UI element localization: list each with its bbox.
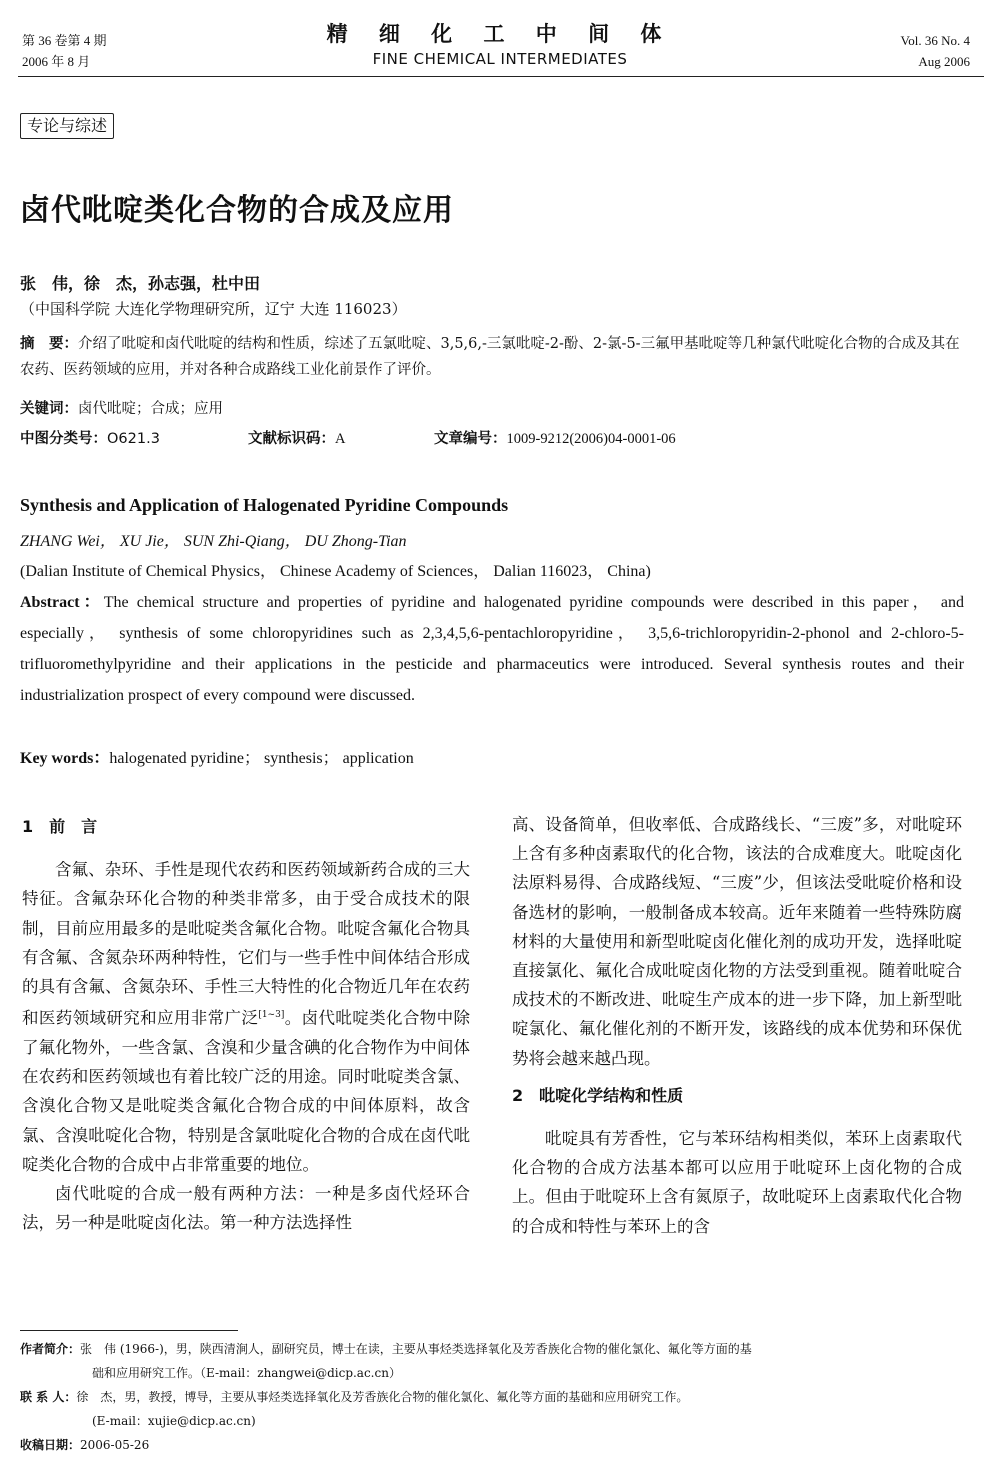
- abstract-cn-text: 介绍了吡啶和卤代吡啶的结构和性质，综述了五氯吡啶、3,5,6,-三氯吡啶-2-酚、2-氯-5-三氟甲基吡啶等几种氯代吡啶化合物的合成及其在农药、医药领域的应用，并对各种合成路线工业化前景作了评价。: [20, 336, 960, 378]
- keywords-cn-text: 卤代吡啶；合成；应用: [78, 401, 223, 417]
- affiliation-cn: （中国科学院 大连化学物理研究所，辽宁 大连 116023）: [20, 300, 407, 318]
- section-2-heading: 2 吡啶化学结构和性质: [512, 1085, 684, 1105]
- article-number-value: 1009-9212(2006)04-0001-06: [506, 431, 676, 447]
- keywords-en: [20, 745, 414, 768]
- abstract-en: [20, 587, 964, 711]
- abstract-cn-label: 摘 要：: [20, 336, 78, 352]
- received-value: 2006-05-26: [80, 1438, 150, 1452]
- article-title-en: Synthesis and Application of Halogenated Pyridine Compounds: [20, 495, 509, 515]
- journal-name-en: FINE CHEMICAL INTERMEDIATES: [372, 50, 628, 68]
- keywords-cn-label: 关键词：: [20, 401, 78, 417]
- received-date: [20, 1433, 970, 1457]
- section-label: 专论与综述: [20, 113, 114, 139]
- contact-line-2: (E-mail：xujie@dicp.ac.cn): [92, 1414, 256, 1428]
- section-1-paragraph-2-start: 卤代吡啶的合成一般有两种方法：一种是多卤代烃环合法，另一种是吡啶卤化法。第一种方法选择性: [22, 1183, 470, 1233]
- abstract-en-label: Abstract：: [20, 594, 104, 611]
- section-1-paragraph-1-part-a: 含氟、杂环、手性是现代农药和医药领域新药合成的三大特征。含氟杂环化合物的种类非常多，由于受合成技术的限制，目前应用最多的是吡啶类含氟化合物。吡啶含氟化合物具有含氟、含氮杂环两种特性，它们与一些手性中间体结合形成的具有含氟、含氮杂环、手性三大特性的化合物近几年在农药和医药领域研究和应用非常广泛: [22, 860, 470, 1028]
- volume-cn: 第 36 卷第 4 期: [22, 33, 107, 48]
- section-1-paragraph-2-continued: 高、设备简单，但收率低、合成路线长、“三废”多，对吡啶环上含有多种卤素取代的化合物，该法的合成难度大。吡啶卤化法原料易得、合成路线短、“三废”少，但该法受吡啶价格和设备选材的影响，一般制备成本较高。近年来随着一些特殊防腐材料的大量使用和新型吡啶卤化催化剂的成功开发，选择吡啶直接氯化、氟化合成吡啶卤化物的方法受到重视。随着吡啶合成技术的不断改进、吡啶生产成本的进一步下降，加上新型吡啶氯化、氟化催化剂的不断开发，该路线的成本优势和环保优势将会越来越凸现。: [512, 815, 962, 1068]
- article-number-label: 文章编号：: [434, 431, 507, 447]
- author-bio-line-2: 础和应用研究工作。（E-mail：zhangwei@dicp.ac.cn）: [92, 1366, 401, 1380]
- classification-row: [20, 427, 980, 448]
- doc-code-value: A: [335, 431, 346, 447]
- date-cn: 2006 年 8 月: [22, 54, 91, 69]
- header-rule: [18, 76, 984, 77]
- issue-info-en: [901, 30, 970, 72]
- received-label: 收稿日期：: [20, 1438, 81, 1452]
- body-right-column: [512, 810, 962, 1241]
- date-en: Aug 2006: [918, 54, 970, 69]
- keywords-cn: [20, 397, 223, 418]
- abstract-cn: [20, 331, 965, 383]
- section-1-paragraph-1: [22, 855, 470, 1179]
- abstract-en-text: The chemical structure and properties of pyridine and halogenated pyridine compounds were described in this paper， and especially， synthesis of some chloropyridines such as 2,3,4,5,6-pentachloropyridine， 3,5,6-trichloropyridin-2-phonol and 2-chloro-5-trifluoromethylpyridine and their applications in the pesticide and pharmaceutics were introduced. Several synthesis routes and their industrialization prospect of every compound were discussed.: [20, 594, 964, 704]
- body-left-column: [22, 812, 470, 1237]
- contact-person: [20, 1385, 970, 1409]
- journal-masthead: [0, 20, 1000, 70]
- section-1-paragraph-1-part-b: 。卤代吡啶类化合物中除了氟化物外，一些含氯、含溴和少量含碘的化合物作为中间体在农药和医药领域也有着比较广泛的用途。同时吡啶类含氯、含溴化合物又是吡啶类含氟化合物合成的中间体原料，故含氯、含溴吡啶化合物，特别是含氯吡啶化合物的合成在卤代吡啶类化合物的合成中占非常重要的地位。: [22, 1008, 471, 1174]
- section-2-paragraph-1: 吡啶具有芳香性，它与苯环结构相类似，苯环上卤素取代化合物的合成方法基本都可以应用于吡啶环上卤化物的合成上。但由于吡啶环上含有氮原子，故吡啶环上卤素取代化合物的合成和特性与苯环上的含: [512, 1129, 962, 1236]
- contact-label: 联 系 人：: [20, 1390, 77, 1404]
- author-bio-line-1: 张 伟 (1966-)，男，陕西清涧人，副研究员，博士在读，主要从事烃类选择氧化及芳香族化合物的催化氯化、氟化等方面的基: [80, 1342, 752, 1356]
- keywords-en-text: halogenated pyridine； synthesis； application: [109, 750, 414, 767]
- reference-marker: [1~3]: [258, 1010, 285, 1021]
- clc-label: 中图分类号：: [20, 431, 107, 447]
- volume-en: Vol. 36 No. 4: [900, 33, 970, 48]
- contact-line-1: 徐 杰，男，教授，博导，主要从事烃类选择氧化及芳香族化合物的催化氯化、氟化等方面的基础和应用研究工作。: [76, 1390, 689, 1404]
- doc-code-label: 文献标识码：: [248, 431, 335, 447]
- clc-value: O621.3: [107, 431, 160, 447]
- footnote-rule: [20, 1330, 238, 1331]
- footnotes: [20, 1337, 970, 1457]
- author-bio: [20, 1337, 970, 1361]
- journal-name-cn: 精 细 化 工 中 间 体: [326, 21, 674, 46]
- authors-en: ZHANG Wei， XU Jie， SUN Zhi-Qiang， DU Zhong-Tian: [20, 533, 407, 550]
- author-bio-label: 作者简介：: [20, 1342, 81, 1356]
- keywords-en-label: Key words：: [20, 750, 110, 767]
- affiliation-en: (Dalian Institute of Chemical Physics， Chinese Academy of Sciences， Dalian 116023， China): [20, 563, 651, 580]
- authors-cn: 张 伟，徐 杰，孙志强，杜中田: [20, 274, 261, 293]
- article-title-cn: 卤代吡啶类化合物的合成及应用: [20, 193, 454, 228]
- section-1-heading: 1 前 言: [22, 817, 98, 836]
